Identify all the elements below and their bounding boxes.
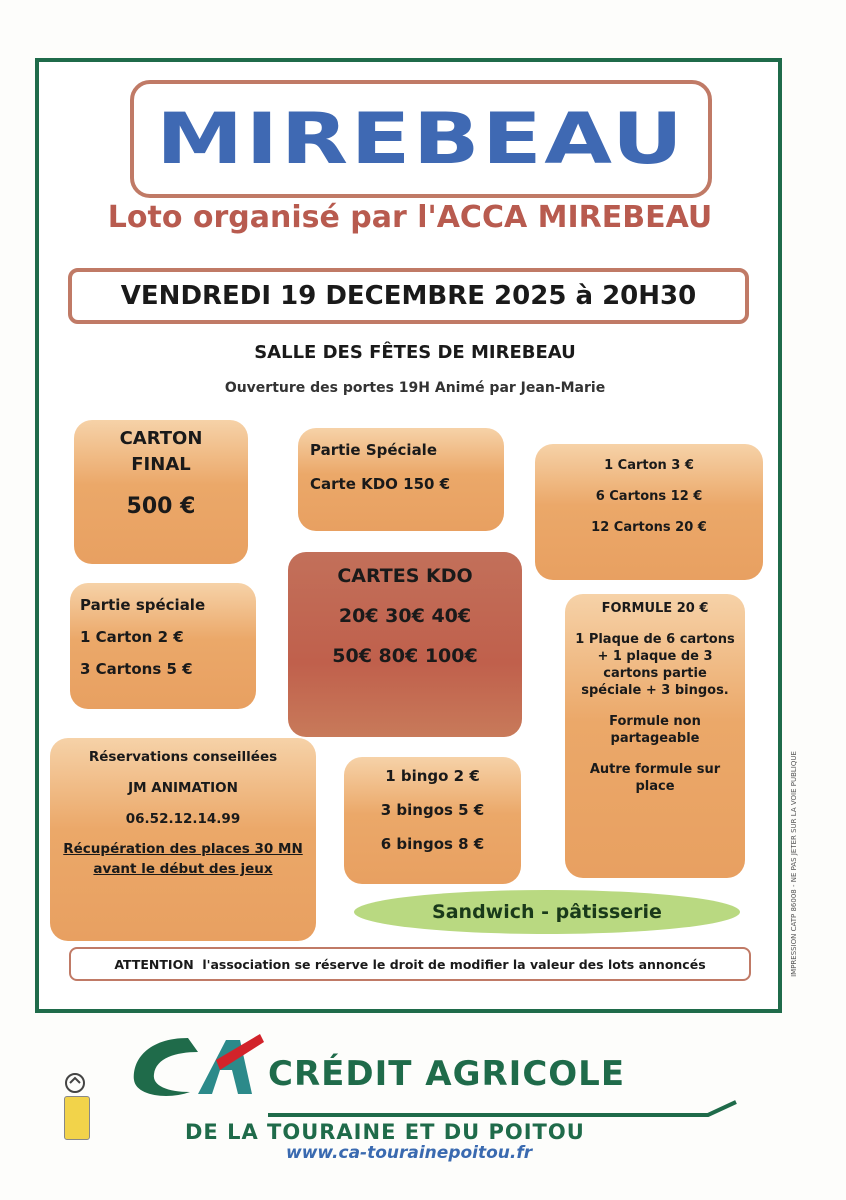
carton-final-box xyxy=(74,420,248,564)
food-text: Sandwich - pâtisserie xyxy=(432,901,662,923)
formule-description: 1 Plaque de 6 cartons + 1 plaque de 3 cartons partie spéciale + 3 bingos. xyxy=(575,632,735,698)
food-banner xyxy=(354,890,740,934)
attention-notice xyxy=(69,947,751,981)
partie-speciale-2-item: 1 Carton 2 € xyxy=(80,628,184,646)
formule-title: FORMULE 20 € xyxy=(601,601,709,616)
partie-speciale-1-title: Partie Spéciale xyxy=(310,441,438,459)
partie-speciale-2-item: 3 Cartons 5 € xyxy=(80,660,193,678)
poster-title: MIREBEAU xyxy=(156,98,686,180)
poster-subtitle: Loto organisé par l'ACCA MIREBEAU xyxy=(107,200,713,235)
attention-text: l'association se réserve le droit de modifier la valeur des lots annoncés xyxy=(202,956,706,972)
reservations-phone: 06.52.12.14.99 xyxy=(125,811,241,827)
event-date: VENDREDI 19 DECEMBRE 2025 à 20H30 xyxy=(68,268,749,324)
carton-price: 6 Cartons 12 € xyxy=(595,489,703,504)
sponsor-underline xyxy=(268,1100,738,1118)
attention-label: ATTENTION xyxy=(114,956,194,972)
carton-price: 12 Cartons 20 € xyxy=(591,520,707,535)
carton-final-line2: FINAL xyxy=(131,454,191,475)
title-box xyxy=(130,80,712,198)
partie-speciale-2-title: Partie spéciale xyxy=(80,596,206,614)
carton-final-amount: 500 € xyxy=(126,494,196,519)
cartes-kdo-box xyxy=(288,552,522,737)
cartes-kdo-title: CARTES KDO xyxy=(337,565,473,587)
formule-other: Autre formule sur place xyxy=(589,762,721,794)
partie-speciale-box-1 xyxy=(298,428,504,531)
reservations-box xyxy=(50,738,316,941)
partie-speciale-1-prize: Carte KDO 150 € xyxy=(310,475,451,493)
sponsor-url[interactable]: www.ca-tourainepoitou.fr xyxy=(286,1143,533,1163)
cartes-kdo-row2: 50€ 80€ 100€ xyxy=(332,645,478,667)
bingo-price: 1 bingo 2 € xyxy=(385,767,480,785)
carton-final-line1: CARTON xyxy=(119,428,203,449)
carton-prices-box xyxy=(535,444,763,580)
side-print-text: IMPRESSION CATP 86008 - NE PAS JETER SUR LA VOIE PUBLIQUE xyxy=(790,751,798,977)
opening-info: Ouverture des portes 19H Animé par Jean-Marie xyxy=(224,380,606,396)
cartes-kdo-row1: 20€ 30€ 40€ xyxy=(338,605,472,627)
recycle-icon xyxy=(63,1072,87,1094)
credit-agricole-logo-icon xyxy=(128,1030,268,1104)
formule-box xyxy=(565,594,745,878)
sponsor-name: CRÉDIT AGRICOLE xyxy=(268,1054,626,1094)
reservations-note: Récupération des places 30 MN avant le début des jeux xyxy=(63,841,303,877)
bingo-price: 3 bingos 5 € xyxy=(380,801,485,819)
reservations-org: JM ANIMATION xyxy=(128,780,238,796)
carton-price: 1 Carton 3 € xyxy=(604,458,694,473)
label-icon xyxy=(64,1096,90,1140)
venue: SALLE DES FÊTES DE MIREBEAU xyxy=(254,342,576,363)
formule-note: Formule non partageable xyxy=(609,714,701,746)
side-print xyxy=(784,720,798,1020)
sponsor-region: DE LA TOURAINE ET DU POITOU xyxy=(185,1120,585,1144)
bingo-price: 6 bingos 8 € xyxy=(380,835,485,853)
partie-speciale-box-2 xyxy=(70,583,256,709)
bingos-box xyxy=(344,757,521,884)
reservations-title: Réservations conseillées xyxy=(88,749,278,765)
